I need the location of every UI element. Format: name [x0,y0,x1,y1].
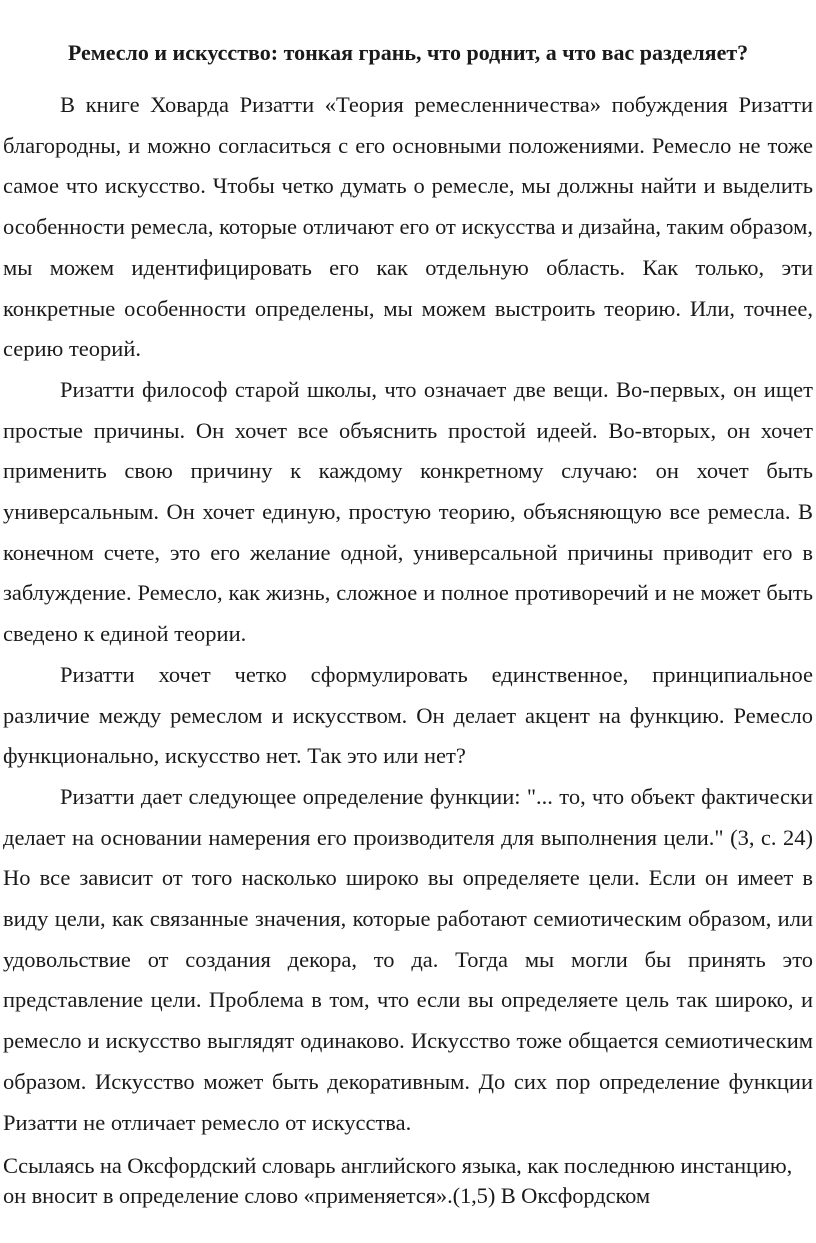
paragraph-3: Ризатти хочет четко сформулировать единственное, принципиальное различие между ремеслом и искусством. Он делает акцент на функцию. Ремесло функционально, искусство нет. Так это или нет? [3,661,813,769]
paragraph-1: В книге Ховарда Ризатти «Теория ремесленничества» побуждения Ризатти благородны, и можно согласиться с его основными положениями. Ремесло не тоже самое что искусство. Чтобы четко думать о ремесле, мы должны найти и выделить особенности ремесла, которые отличают его от искусства и дизайна, таким образом, мы можем идентифицировать его как отдельную область. Как только, эти конкретные особенности определены, мы можем выстроить теорию. Или, точнее, серию теорий. [3,92,813,362]
paragraph-4: Ризатти дает следующее определение функции: "... то, что объект фактически делает на основании намерения его производителя для выполнения цели." (3, с. 24) Но все зависит от того насколько широко вы определяете цели. Если он имеет в виду цели, как связанные значения, которые работают семиотическим образом, или удовольствие от создания декора, то да. Тогда мы могли бы принять это представление цели. Проблема в том, что если вы определяете цель так широко, и ремесло и искусство выглядят одинаково. Искусство тоже общается семиотическим образом. Искусство может быть декоративным. До сих пор определение функции Ризатти не отличает ремесло от искусства. [3,783,813,1135]
paragraph-5: Ссылаясь на Оксфордский словарь английского языка, как последнюю инстанцию, он вносит в определение слово «применяется».(1,5) В Оксфордском [3,1153,793,1209]
page-title: Ремесло и искусство: тонкая грань, что роднит, а что вас разделяет? [67,40,749,65]
paragraph-2: Ризатти философ старой школы, что означает две вещи. Во-первых, он ищет простые причины. Он хочет все объяснить простой идеей. Во-вторых, он хочет применить свою причину к каждому конкретному случаю: он хочет быть универсальным. Он хочет единую, простую теорию, объясняющую все ремесла. В конечном счете, это его желание одной, универсальной причины приводит его в заблуждение. Ремесло, как жизнь, сложное и полное противоречий и не может быть сведено к единой теории. [3,376,813,647]
